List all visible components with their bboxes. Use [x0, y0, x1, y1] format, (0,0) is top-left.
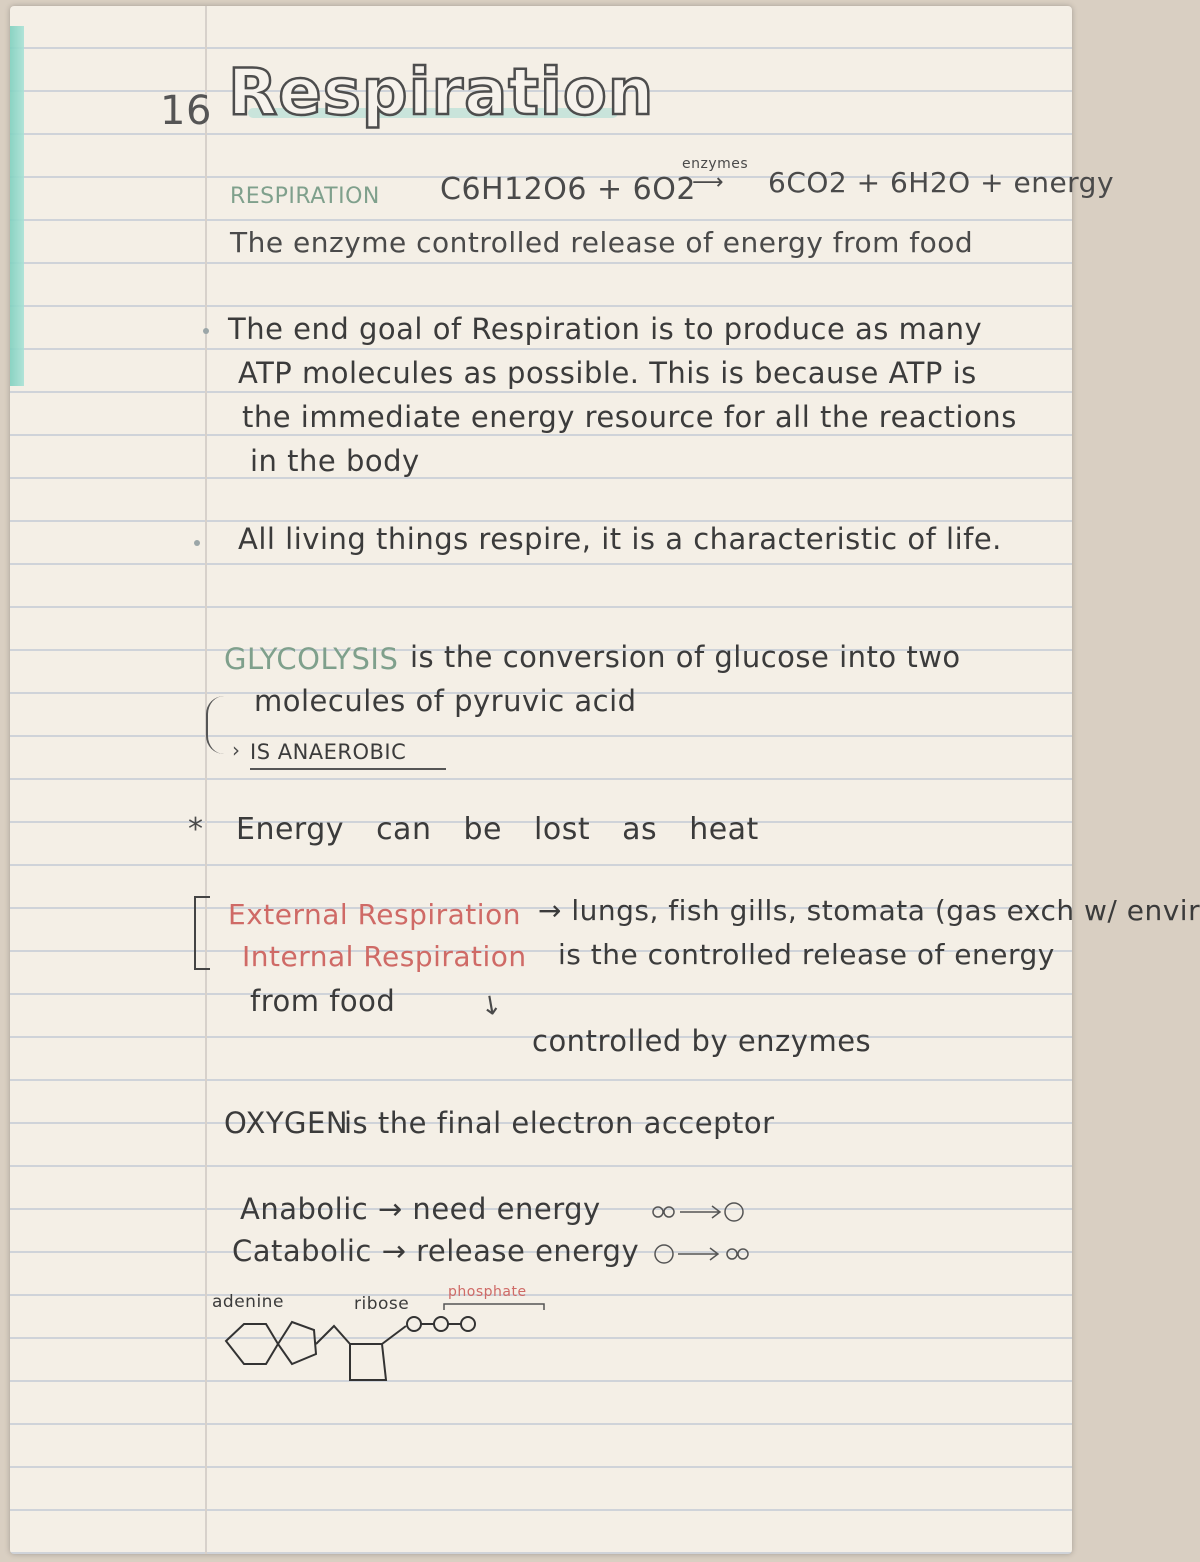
respiration-label: RESPIRATION — [230, 184, 380, 209]
anaerobic-underline — [250, 768, 446, 770]
external-respiration-text: → lungs, fish gills, stomata (gas exch w/ envir — [538, 894, 1200, 927]
glycolysis-line-1: is the conversion of glucose into two — [410, 640, 961, 674]
oxygen-term: OXYGEN — [224, 1106, 349, 1140]
anabolic-line: Anabolic → need energy — [240, 1192, 601, 1226]
internal-respiration-line-3: from food — [250, 984, 396, 1018]
equation-arrow-label: enzymes — [682, 156, 749, 172]
glycolysis-note: IS ANAEROBIC — [250, 740, 407, 764]
respiration-bracket — [194, 896, 210, 970]
bullet-1-line-4: in the body — [250, 444, 420, 478]
oxygen-text: is the final electron acceptor — [344, 1106, 775, 1140]
external-respiration-term: External Respiration — [228, 898, 521, 931]
star-icon: * — [188, 812, 204, 847]
bullet-dot — [203, 328, 209, 334]
catabolic-sketch-icon — [652, 1234, 752, 1268]
catabolic-line: Catabolic → release energy — [232, 1234, 640, 1268]
energy-note-text: Energy can be lost as heat — [236, 812, 759, 847]
equation-arrow: ⟶ — [692, 170, 725, 195]
phosphate-label: phosphate — [448, 1284, 527, 1300]
glycolysis-line-2: molecules of pyruvic acid — [254, 684, 637, 718]
page-title: Respiration — [228, 56, 655, 130]
ribose-label: ribose — [354, 1294, 410, 1314]
glycolysis-note-arrow: › — [232, 738, 241, 762]
glycolysis-arrow-bracket — [206, 696, 228, 754]
definition-text: The enzyme controlled release of energy from food — [230, 226, 974, 259]
equation-left: C6H12O6 + 6O2 — [440, 172, 696, 207]
arrow-icon: ↘ — [473, 986, 509, 1024]
equation-right: 6CO2 + 6H2O + energy — [768, 166, 1115, 199]
internal-respiration-term: Internal Respiration — [242, 940, 527, 973]
bullet-dot — [194, 540, 200, 546]
atp-structure-drawing — [208, 1286, 568, 1396]
anabolic-sketch-icon — [650, 1194, 750, 1228]
margin-line — [205, 6, 207, 1554]
notebook-cover-edge — [10, 26, 24, 386]
bullet-1-line-1: The end goal of Respiration is to produce as many — [228, 312, 983, 346]
bullet-2-line-1: All living things respire, it is a characteristic of life. — [238, 522, 1002, 556]
internal-respiration-text: is the controlled release of energy — [558, 938, 1055, 971]
adenine-label: adenine — [212, 1292, 284, 1312]
notebook-page — [10, 6, 1200, 1554]
atp-structure-diagram — [208, 1286, 568, 1396]
bullet-1-line-3: the immediate energy resource for all the reactions — [242, 400, 1017, 434]
bullet-1-line-2: ATP molecules as possible. This is because ATP is — [238, 356, 977, 390]
page-number: 16 — [160, 88, 212, 134]
controlled-by-enzymes: controlled by enzymes — [532, 1024, 872, 1058]
glycolysis-term: GLYCOLYSIS — [224, 642, 399, 676]
